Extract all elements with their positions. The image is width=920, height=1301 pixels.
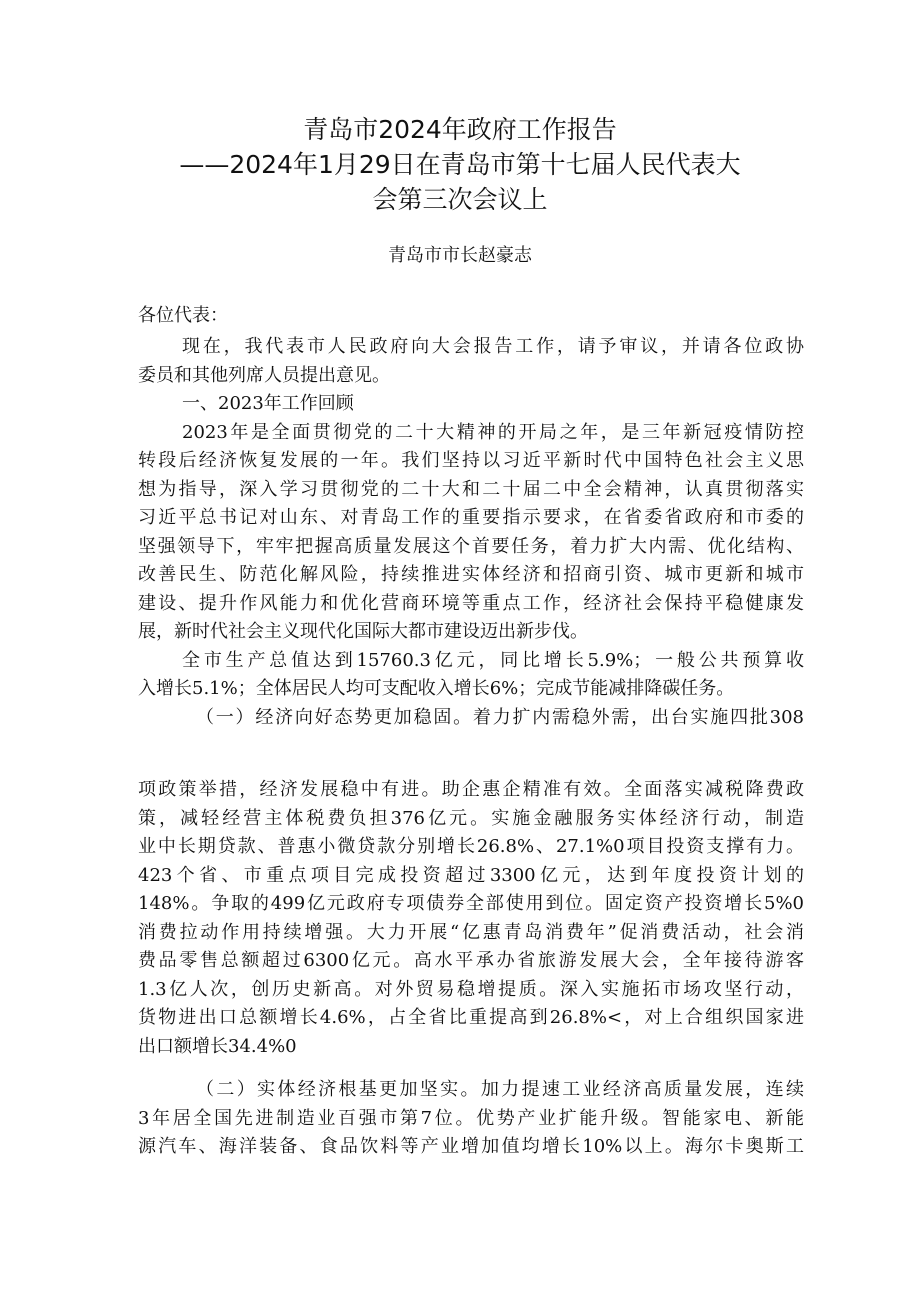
salutation — [138, 302, 804, 331]
paragraph-line: 委员和其他列席人员提出意见。 — [138, 364, 390, 386]
paragraph-line: 展，新时代社会主义现代化国际大都市建设迈出新步伐。 — [138, 621, 588, 642]
paragraph-line: 转段后经济恢复发展的一年。我们坚持以习近平新时代中国特色社会主义思 — [138, 450, 804, 471]
paragraph-line: 坚强领导下，牢牢把握高质量发展这个首要任务，着力扩大内需、优化结构、 — [138, 535, 804, 557]
paragraph-line: 148%。争取的499亿元政府专项债券全部使用到位。固定资产投资增长5%0 — [138, 893, 804, 914]
title-line-3: 会第三次会议上 — [372, 185, 548, 214]
paragraph-line: 1.3亿人次，创历史新高。对外贸易稳增提质。深入实施拓市场攻坚行动， — [138, 978, 804, 1000]
salutation-text: 各位代表： — [138, 305, 228, 326]
document-title — [0, 112, 920, 217]
report-body-part-3 — [138, 1076, 804, 1162]
paragraph-line: 建设、提升作风能力和优化营商环境等重点工作，经济社会保持平稳健康发 — [138, 592, 804, 614]
paragraph-line: 费品零售总额超过6300亿元。高水平承办省旅游发展大会，全年接待游客 — [138, 950, 804, 971]
paragraph-line: 货物进出口总额增长4.6%，占全省比重提高到26.8%<，对上合组织国家进 — [138, 1007, 804, 1028]
paragraph-line: 2023年是全面贯彻党的二十大精神的开局之年，是三年新冠疫情防控 — [182, 421, 804, 443]
paragraph-line: 全市生产总值达到15760.3亿元，同比增长5.9%；一般公共预算收 — [182, 649, 804, 671]
paragraph-line: 改善民生、防范化解风险，持续推进实体经济和招商引资、城市更新和城市 — [138, 564, 804, 585]
paragraph-line: 出口额增长34.4%0 — [138, 1035, 297, 1057]
paragraph-line: 业中长期贷款、普惠小微贷款分别增长26.8%、27.1%0项目投资支撑有力。 — [138, 836, 804, 857]
paragraph-line: 想为指导，深入学习贯彻党的二十大和二十届二中全会精神，认真贯彻落实 — [138, 478, 804, 500]
section-heading: 一、2023年工作回顾 — [182, 393, 354, 414]
author-line: 青岛市市长赵豪志 — [388, 245, 532, 266]
title-line-1: 青岛市2024年政府工作报告 — [303, 115, 617, 144]
paragraph-line: （一）经济向好态势更加稳固。着力扩内需稳外需，出台实施四批308 — [196, 706, 804, 728]
title-line-2: ——2024年1月29日在青岛市第十七届人民代表大 — [179, 150, 741, 179]
report-body-part-2 — [138, 776, 804, 1061]
report-body-part-1 — [138, 333, 804, 732]
paragraph-line: 项政策举措，经济发展稳中有进。助企惠企精准有效。全面落实减税降费政 — [138, 779, 804, 800]
paragraph-line: 3年居全国先进制造业百强市第7位。优势产业扩能升级。智能家电、新能 — [138, 1107, 804, 1129]
paragraph-line: 习近平总书记对山东、对青岛工作的重要指示要求，在省委省政府和市委的 — [138, 507, 804, 528]
paragraph-line: 入增长5.1%；全体居民人均可支配收入增长6%；完成节能减排降碳任务。 — [138, 678, 735, 699]
paragraph-line: 策，减轻经营主体税费负担376亿元。实施金融服务实体经济行动，制造 — [138, 807, 804, 829]
paragraph-line: 现在，我代表市人民政府向大会报告工作，请予审议，并请各位政协 — [182, 336, 804, 357]
paragraph-line: 423个省、市重点项目完成投资超过3300亿元，达到年度投资计划的 — [138, 864, 804, 886]
paragraph-line: 源汽车、海洋装备、食品饮料等产业增加值均增长10%以上。海尔卡奥斯工 — [138, 1136, 804, 1157]
paragraph-line: 消费拉动作用持续增强。大力开展“亿惠青岛消费年”促消费活动，社会消 — [138, 921, 804, 943]
paragraph-line: （二）实体经济根基更加坚实。加力提速工业经济高质量发展，连续 — [196, 1079, 804, 1100]
